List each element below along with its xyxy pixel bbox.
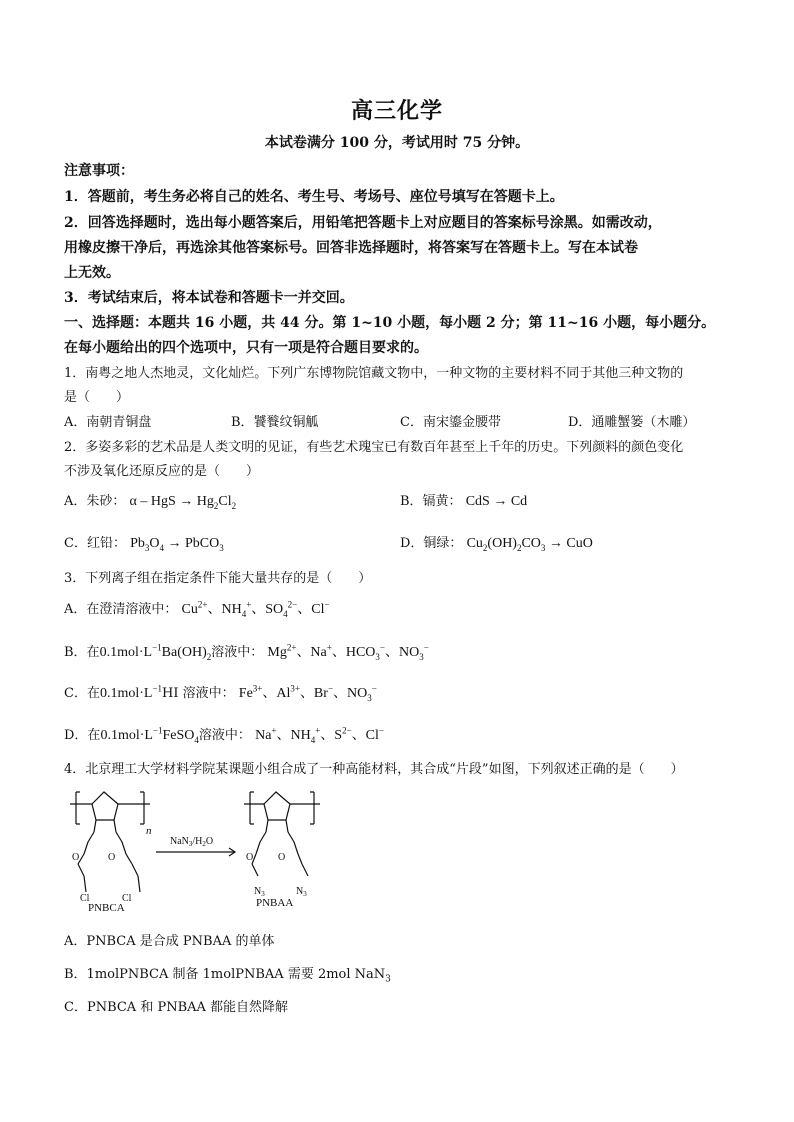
notice-item-1: 1．答题前，考生务必将自己的姓名、考生号、考场号、座位号填写在答题卡上。 [64, 189, 564, 205]
notice-item-2-line-1: 2．回答选择题时，选出每小题答案后，用铅笔把答题卡上对应题目的答案标号涂黑。如需改动， [64, 215, 662, 231]
q2-option-a-formula: α – HgS → $Hg_2Cl_2$ [129, 494, 237, 511]
q2-option-b-label: B．镉黄： [400, 494, 462, 509]
notice-item-3: 3．考试结束后，将本试卷和答题卡一并交回。 [64, 290, 354, 306]
q1-option-c: C．南宋鎏金腰带 [400, 415, 501, 430]
q2-option-a-label: A．朱砂： [64, 494, 126, 509]
left-o-1: O [72, 852, 80, 863]
q3-option-c-mid: HI 溶液中： [162, 686, 235, 701]
q3-option-c-conc: $0.1mol\cdot L^{-1}$ [99, 683, 163, 701]
right-o-2: O [278, 852, 286, 863]
notice-heading: 注意事项： [64, 163, 134, 179]
q3-option-d-conc: $0.1mol\cdot L^{-1}FeSO_4$ [100, 725, 199, 745]
q3-option-c-label: C．在 [64, 686, 100, 701]
q2-option-d [400, 532, 593, 552]
q2-stem-line-2: 不涉及氧化还原反应的是（ ） [64, 464, 260, 479]
q3-option-a [64, 598, 330, 618]
q3-option-a-ions: $Cu^{2+}$、$NH_4^+$、$SO_4^{2-}$、Cl− [181, 599, 330, 619]
right-n3-2: $N_3$ [296, 886, 307, 898]
q2-option-c-label: C．红铅： [64, 536, 126, 551]
q4-option-a: A．PNBCA 是合成 PNBAA 的单体 [64, 934, 275, 949]
q2-option-d-label: D．铜绿： [400, 536, 463, 551]
q2-option-a [64, 490, 236, 510]
q2-option-c-formula: $Pb_3O_4$ → PbCO$_3$ [130, 536, 224, 553]
pnbaa-structure [244, 792, 320, 876]
q3-option-b-mid: 溶液中： [211, 645, 264, 660]
q2-option-c [64, 532, 224, 552]
pnbaa-label: PNBAA [256, 897, 294, 909]
q3-option-c-ions: $Fe^{3+}$、$Al^{3+}$、Br−、$NO_3^-$ [238, 683, 377, 703]
q3-option-b-conc: $0.1mol\cdot L^{-1}Ba(OH)_2$ [99, 642, 212, 662]
q3-stem: 3．下列离子组在指定条件下能大量共存的是（ ） [64, 571, 372, 586]
page-subtitle: 本试卷满分 100 分，考试用时 75 分钟。 [264, 135, 530, 151]
section-1-line-2: 在每小题给出的四个选项中，只有一项是符合题目要求的。 [64, 340, 428, 356]
q1-option-b: B．饕餮纹铜觚 [231, 415, 319, 430]
page-title: 高三化学 [350, 98, 443, 124]
pnbca-label: PNBCA [88, 902, 125, 912]
q4-reaction-figure [64, 782, 324, 912]
q1-stem-line-1: 1．南粤之地人杰地灵，文化灿烂。下列广东博物院馆藏文物中，一种文物的主要材料不同于其他三种文物的 [64, 366, 684, 381]
right-o-1: O [246, 852, 254, 863]
q4-stem: 4．北京理工大学材料学院某课题小组合成了一种高能材料，其合成“片段”如图，下列叙述正确的是（ ） [64, 762, 684, 777]
q3-option-d-mid: 溶液中： [198, 728, 251, 743]
notice-item-2-line-2: 用橡皮擦干净后，再选涂其他答案标号。回答非选择题时，将答案写在答题卡上。写在本试卷 [64, 240, 638, 256]
q2-option-b [400, 490, 527, 510]
q1-stem-line-2: 是（ ） [64, 390, 130, 405]
left-cl-2: Cl [122, 893, 132, 904]
q4-option-b-text: B．1molPNBCA 制备 1molPNBAA 需要 2mol NaN [64, 967, 386, 982]
q4-option-c: C．PNBCA 和 PNBAA 都能自然降解 [64, 1000, 289, 1015]
section-1-line-1: 一、选择题：本题共 16 小题，共 44 分。第 1~10 小题，每小题 2 分；第 11~16 小题，每小题分。 [64, 315, 716, 331]
q4-option-b: B．1molPNBCA 制备 1molPNBAA 需要 2mol NaN$_3$ [64, 967, 391, 985]
q3-option-b-label: B．在 [64, 645, 100, 660]
q3-option-b-ions: $Mg^{2+}$、Na+、$HCO_3^-$、$NO_3^-$ [267, 642, 429, 662]
q2-option-b-formula: CdS → Cd [465, 494, 528, 509]
right-n3-1: $N_3$ [254, 886, 265, 898]
left-cl-1: Cl [80, 893, 90, 904]
pnbca-structure [70, 792, 150, 892]
q1-option-a: A．南朝青铜盘 [64, 415, 152, 430]
notice-item-2-line-3: 上无效。 [64, 265, 120, 281]
q3-option-d-ions: Na+、$NH_4^+$、$S^{2-}$、Cl− [255, 725, 384, 745]
q3-option-d-label: D．在 [64, 728, 101, 743]
q1-option-d: D．通雕蟹篓（木雕） [568, 415, 696, 430]
q3-option-a-label: A．在澄清溶液中： [64, 602, 178, 617]
q2-option-d-formula: $Cu_2(OH)_2CO_3$ → CuO [466, 536, 593, 553]
q3-option-d [64, 724, 384, 744]
q2-stem-line-1: 2．多姿多彩的艺术品是人类文明的见证，有些艺术瑰宝已有数百年甚至上千年的历史。下列颜料的颜色变化 [64, 440, 684, 455]
q3-option-b [64, 641, 429, 661]
reagent-label: $NaN_3/H_2O$ [170, 836, 214, 848]
q3-option-c [64, 682, 377, 702]
n-label: n [146, 825, 152, 837]
left-o-2: O [108, 852, 116, 863]
